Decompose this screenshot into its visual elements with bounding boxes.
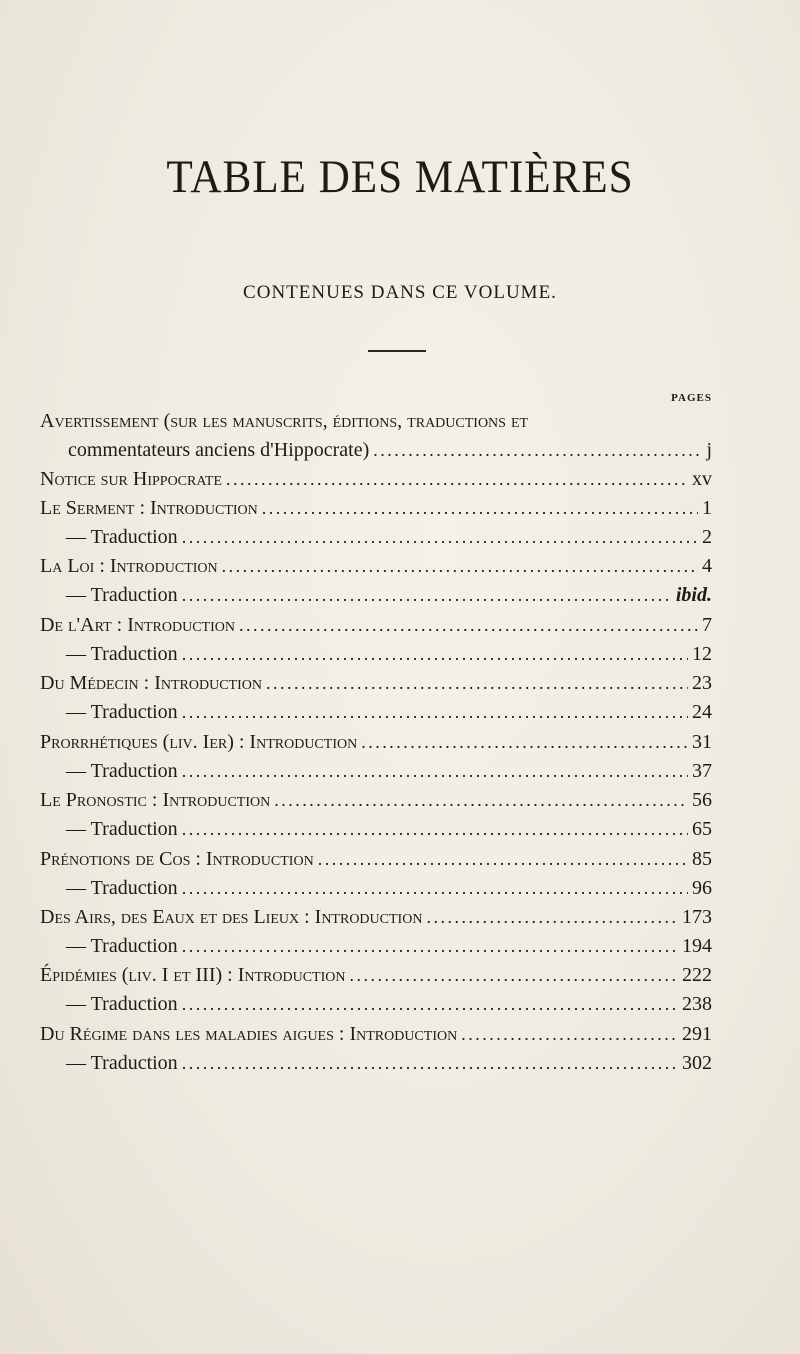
toc-entry-label: Notice sur Hippocrate (40, 468, 223, 490)
toc-entry-page: 2 (702, 526, 712, 548)
toc-entry (40, 731, 712, 761)
toc-entry-label: — Traduction (66, 526, 178, 548)
toc-entry-page: 56 (692, 789, 712, 811)
toc-entry-label: Avertissement (sur les manuscrits, éditions, traductions et (40, 410, 529, 432)
toc-entry-label: Prénotions de Cos : Introduction (40, 848, 314, 870)
toc-entry-label: — Traduction (66, 760, 178, 782)
toc-entry-page: 31 (692, 731, 712, 753)
toc-entry-page: 96 (692, 877, 712, 899)
toc-entry-page: 24 (692, 701, 712, 723)
leader-dots (426, 907, 678, 928)
toc-entry-page: 4 (702, 555, 712, 577)
toc-entry-label: La Loi : Introduction (40, 555, 218, 577)
leader-dots (182, 1053, 678, 1074)
toc-entry-page: 37 (692, 760, 712, 782)
leader-dots (182, 585, 672, 606)
leader-dots (461, 1024, 678, 1045)
toc-entry-label: Le Pronostic : Introduction (40, 789, 271, 811)
page-title: TABLE DES MATIÈRES (166, 151, 634, 203)
leader-dots (274, 790, 688, 811)
toc-entry-page: 85 (692, 848, 712, 870)
toc-entry-page: 12 (692, 643, 712, 665)
toc-entry-label: De l'Art : Introduction (40, 614, 235, 636)
toc-entry-label: — Traduction (66, 1052, 178, 1074)
leader-dots (182, 702, 688, 723)
page-subtitle: CONTENUES DANS CE VOLUME. (243, 282, 557, 303)
toc-entry-page: 291 (682, 1023, 712, 1045)
toc-entry-page: j (706, 439, 712, 461)
leader-dots (182, 994, 678, 1015)
toc-entry (66, 584, 712, 614)
leader-dots (182, 936, 678, 957)
toc-entry-label: — Traduction (66, 877, 178, 899)
toc-entry (40, 1023, 712, 1053)
toc-entry-label: Épidémies (liv. I et III) : Introduction (40, 964, 346, 986)
divider-rule (368, 350, 426, 352)
toc-entry (40, 906, 712, 936)
toc-entry (40, 789, 712, 819)
leader-dots (226, 469, 688, 490)
toc-entry-label: — Traduction (66, 584, 178, 606)
leader-dots (239, 615, 698, 636)
toc-entry-page: 222 (682, 964, 712, 986)
toc-entry-page: 7 (702, 614, 712, 636)
leader-dots (182, 761, 688, 782)
toc-entry-label: Prorrhétiques (liv. Ier) : Introduction (40, 731, 358, 753)
toc-entry (66, 818, 712, 848)
toc-entry (66, 701, 712, 731)
toc-entry (40, 497, 712, 527)
leader-dots (182, 527, 698, 548)
toc-entry-page: xv (692, 468, 712, 490)
toc-entry-label: Des Airs, des Eaux et des Lieux : Introduction (40, 906, 423, 928)
toc-entry (66, 526, 712, 556)
toc-entry (68, 439, 712, 469)
leader-dots (361, 732, 688, 753)
toc-entry (40, 848, 712, 878)
toc-entry (66, 935, 712, 965)
toc-entry (66, 1052, 712, 1082)
toc-entry (40, 614, 712, 644)
toc-entry (40, 964, 712, 994)
toc-entry-page: 302 (682, 1052, 712, 1074)
toc-entry (40, 672, 712, 702)
pages-column-label: PAGES (671, 392, 712, 404)
leader-dots (182, 878, 688, 899)
toc-entry-label: — Traduction (66, 701, 178, 723)
toc-entry (40, 555, 712, 585)
toc-entry (66, 760, 712, 790)
toc-entry-page: 23 (692, 672, 712, 694)
toc-entry-label: commentateurs anciens d'Hippocrate) (68, 439, 370, 461)
toc-entry-first-line (40, 410, 528, 433)
leader-dots (182, 644, 688, 665)
leader-dots (318, 849, 688, 870)
toc-entry (66, 643, 712, 673)
toc-entry-page: 65 (692, 818, 712, 840)
toc-entry-label: Du Régime dans les maladies aigues : Introduction (40, 1023, 458, 1045)
toc-entry-label: — Traduction (66, 935, 178, 957)
leader-dots (262, 498, 698, 519)
leader-dots (266, 673, 688, 694)
toc-entry-page: 1 (702, 497, 712, 519)
leader-dots (373, 440, 702, 461)
toc-entry-label: — Traduction (66, 643, 178, 665)
toc-entry-page: 194 (682, 935, 712, 957)
toc-entry (66, 877, 712, 907)
toc-entry-label: Le Serment : Introduction (40, 497, 258, 519)
toc-entry-page: 238 (682, 993, 712, 1015)
leader-dots (222, 556, 698, 577)
toc-entry (66, 993, 712, 1023)
toc-entry-label: Du Médecin : Introduction (40, 672, 262, 694)
toc-entry-page: 173 (682, 906, 712, 928)
toc-entry-page: ibid. (675, 584, 712, 606)
leader-dots (349, 965, 678, 986)
toc-entry-label: — Traduction (66, 818, 178, 840)
leader-dots (182, 819, 688, 840)
toc-entry (40, 468, 712, 498)
toc-entry-label: — Traduction (66, 993, 178, 1015)
